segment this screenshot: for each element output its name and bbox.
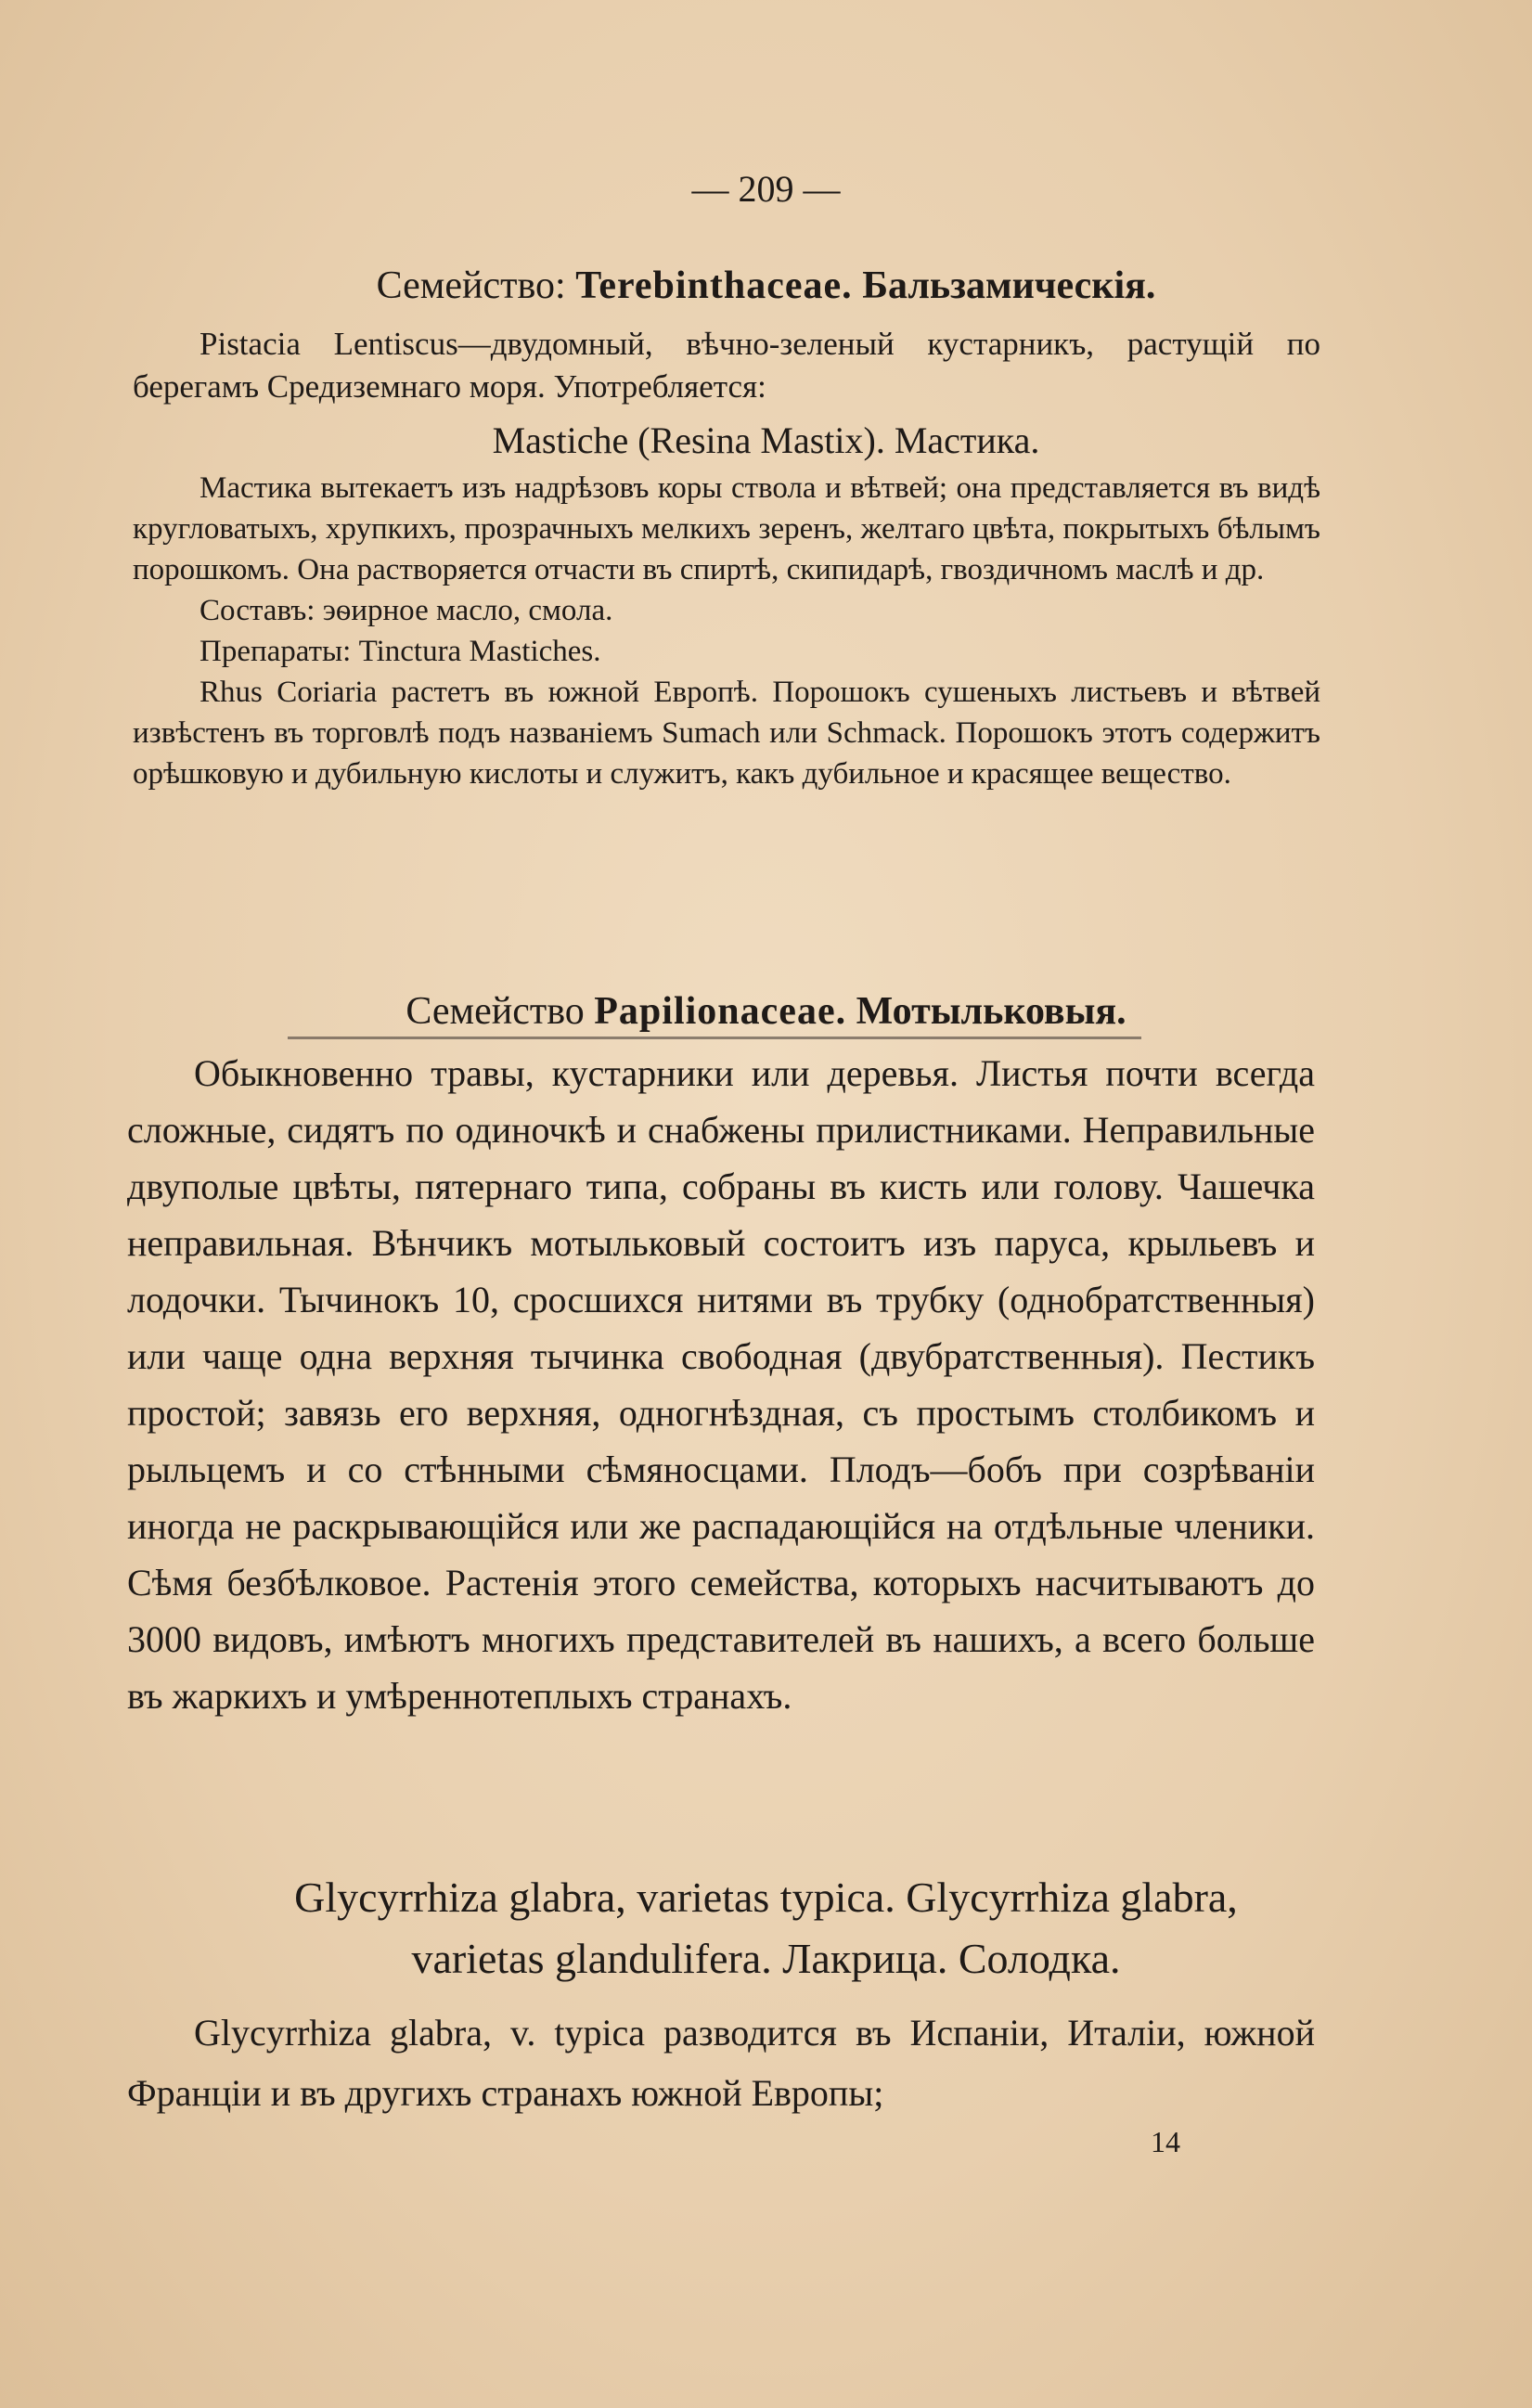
- composition-paragraph: Составъ: эѳирное масло, смола.: [200, 594, 613, 627]
- heading-russian-name: Бальзамическія.: [862, 264, 1156, 307]
- family-description: Обыкновенно травы, кустарники или деревья. Листья почти всегда сложные, сидятъ по одиночкѣ и снабжены прилистниками. Неправильные двуполые цвѣты, пятернаго типа, собраны въ кисть или голову. Чашечка неправильная. Вѣнчикъ мотыльковый состоитъ изъ паруса, крыльевъ и лодочки. Тычинокъ 10, сросшихся нитями въ трубку (однобратственныя) или чаще одна верхняя тычинка свободная (двубратственныя). Пестикъ простой; завязь его верхняя, одногнѣздная, съ простымъ столбикомъ и рыльцемъ и со стѣнными сѣмяносцами. Плодъ—бобъ при созрѣваніи иногда не раскрывающійся или же распадающійся на отдѣльные членики. Сѣмя безбѣлковое. Растенія этого семейства, которыхъ насчитываютъ до 3000 видовъ, имѣютъ многихъ представителей въ нашихъ, а всего больше въ жаркихъ и умѣреннотеплыхъ странахъ.: [127, 1052, 1315, 1717]
- species-description-block: [127, 2002, 1315, 2123]
- section-heading-terebinthaceae: [0, 263, 1532, 309]
- family-description-block: [127, 1045, 1315, 1724]
- rhus-paragraph: Rhus Coriaria растетъ въ южной Европѣ. Порошокъ сушеныхъ листьевъ и вѣтвей извѣстенъ въ торговлѣ подъ названіемъ Sumach или Schmack. Порошокъ этотъ содержитъ орѣшковую и дубильную кислоты и служитъ, какъ дубильное и красящее вещество.: [133, 676, 1320, 791]
- signature-mark: 14: [1151, 2125, 1180, 2158]
- species-description: Glycyrrhiza glabra, v. typica разводится въ Испаніи, Италіи, южной Франціи и въ другихъ странахъ южной Европы;: [127, 2012, 1315, 2114]
- species-title-line-2: varietas glandulifera. Лакрица. Солодка.: [411, 1935, 1121, 1982]
- intro-paragraph: Pistacia Lentiscus—двудомный, вѣчно-зеленый кустарникъ, растущій по берегамъ Средиземнаго моря. Употребляется:: [133, 326, 1320, 405]
- heading-prefix: Семейство:: [376, 264, 566, 307]
- heading-russian-name: Мотыльковыя.: [856, 990, 1126, 1033]
- heading-prefix: Семейство: [406, 990, 585, 1033]
- heading-latin-name: Terebinthaceae.: [575, 264, 853, 307]
- product-title: Mastiche (Resina Mastix). Мастика.: [492, 419, 1040, 461]
- description-block: [133, 468, 1320, 794]
- page-number: — 209 —: [691, 168, 841, 210]
- preparations-paragraph: Препараты: Tinctura Mastiches.: [200, 635, 601, 668]
- species-title-line-1: Glycyrrhiza glabra, varietas typica. Glycyrrhiza glabra,: [294, 1874, 1238, 1921]
- heading-latin-name: Papilionaceae.: [594, 990, 847, 1033]
- section-heading-papilionaceae: [0, 988, 1532, 1035]
- heading-underline: [288, 1037, 1141, 1039]
- intro-paragraph-block: [133, 323, 1320, 408]
- description-paragraph: Мастика вытекаетъ изъ надрѣзовъ коры ствола и вѣтвей; она представляется въ видѣ кругловатыхъ, хрупкихъ, прозрачныхъ мелкихъ зеренъ, желтаго цвѣта, покрытыхъ бѣлымъ порошкомъ. Она растворяется отчасти въ спиртѣ, скипидарѣ, гвоздичномъ маслѣ и др.: [133, 471, 1320, 586]
